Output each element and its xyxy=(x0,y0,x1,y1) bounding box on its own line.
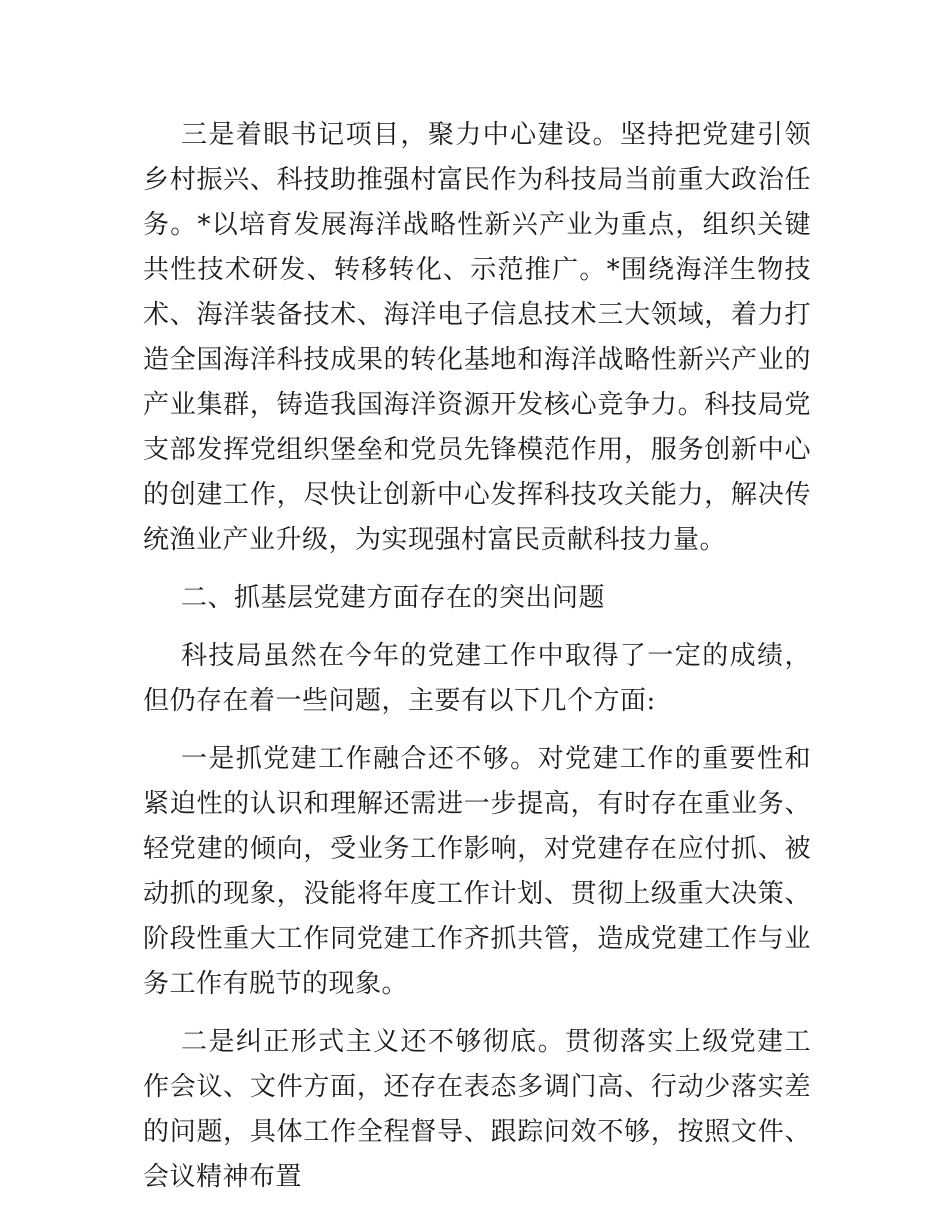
paragraph-formalism-issue: 二是纠正形式主义还不够彻底。贯彻落实上级党建工作会议、文件方面，还存在表态多调门高、行动少落实差的问题，具体工作全程督导、跟踪问效不够，按照文件、会议精神布置 xyxy=(143,1027,811,1192)
paragraph-integration-issue: 一是抓党建工作融合还不够。对党建工作的重要性和紧迫性的认识和理解还需进一步提高，有时存在重业务、轻党建的倾向，受业务工作影响，对党建存在应付抓、被动抓的现象，没能将年度工作计划、贯彻上级重大决策、阶段性重大工作同党建工作齐抓共管，造成党建工作与业务工作有脱节的现象。 xyxy=(143,744,811,999)
paragraph-problems-intro: 科技局虽然在今年的党建工作中取得了一定的成绩，但仍存在着一些问题，主要有以下几个方面: xyxy=(143,641,811,716)
document-body xyxy=(143,113,811,1200)
paragraph-key-projects: 三是着眼书记项目，聚力中心建设。坚持把党建引领乡村振兴、科技助推强村富民作为科技局当前重大政治任务。*以培育发展海洋战略性新兴产业为重点，组织关键共性技术研发、转移转化、示范推广。*围绕海洋生物技术、海洋装备技术、海洋电子信息技术三大领域，着力打造全国海洋科技成果的转化基地和海洋战略性新兴产业的产业集群，铸造我国海洋资源开发核心竞争力。科技局党支部发挥党组织堡垒和党员先锋模范作用，服务创新中心的创建工作，尽快让创新中心发挥科技攻关能力，解决传统渔业产业升级，为实现强村富民贡献科技力量。 xyxy=(143,120,811,555)
section-heading-problems: 二、抓基层党建方面存在的突出问题 xyxy=(181,583,606,613)
